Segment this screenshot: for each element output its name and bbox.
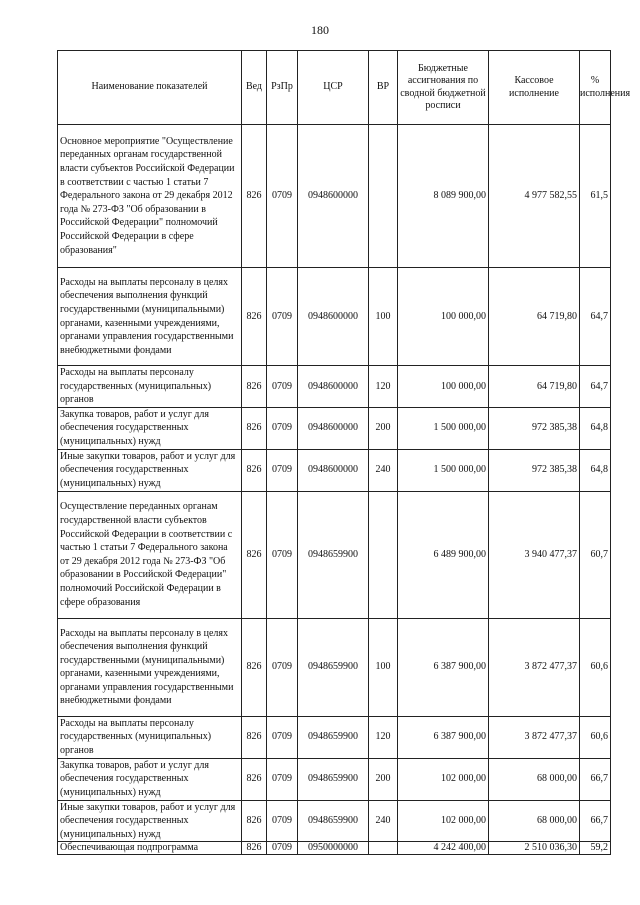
- row-vr: 120: [369, 366, 398, 408]
- row-rzpr: 0709: [267, 125, 298, 268]
- row-percent: 66,7: [580, 800, 611, 842]
- row-budget: 1 500 000,00: [398, 449, 489, 491]
- row-cash: 972 385,38: [489, 407, 580, 449]
- row-vr: 200: [369, 758, 398, 800]
- row-vr: 200: [369, 407, 398, 449]
- row-ved: 826: [242, 366, 267, 408]
- row-ved: 826: [242, 268, 267, 366]
- row-cash: 68 000,00: [489, 800, 580, 842]
- row-csr: 0948659900: [298, 800, 369, 842]
- row-csr: 0948600000: [298, 407, 369, 449]
- row-cash: 3 940 477,37: [489, 491, 580, 618]
- table-row: [58, 268, 611, 366]
- header-vr: ВР: [369, 51, 398, 125]
- row-budget: 102 000,00: [398, 800, 489, 842]
- row-ved: 826: [242, 407, 267, 449]
- page-number: 180: [311, 23, 329, 37]
- table-row: [58, 407, 611, 449]
- row-vr: 100: [369, 268, 398, 366]
- row-percent: 59,2: [580, 842, 611, 855]
- row-cash: 4 977 582,55: [489, 125, 580, 268]
- row-vr: 100: [369, 618, 398, 716]
- row-name: Расходы на выплаты персоналу государственных (муниципальных) органов: [58, 716, 242, 758]
- table-row: [58, 366, 611, 408]
- row-name: Обеспечивающая подпрограмма: [58, 842, 242, 855]
- row-csr: 0948600000: [298, 268, 369, 366]
- row-csr: 0948600000: [298, 449, 369, 491]
- row-ved: 826: [242, 800, 267, 842]
- row-csr: 0948659900: [298, 491, 369, 618]
- table-row: [58, 758, 611, 800]
- row-percent: 60,6: [580, 618, 611, 716]
- header-cash: Кассовое исполнение: [489, 51, 580, 125]
- header-csr: ЦСР: [298, 51, 369, 125]
- table-row: [58, 618, 611, 716]
- row-name: Расходы на выплаты персоналу в целях обеспечения выполнения функций государственными (муниципальными) органами, казенными учреждениями, органами управления государственными внебюджетными фондами: [58, 618, 242, 716]
- row-vr: 240: [369, 449, 398, 491]
- header-percent: % исполнения: [580, 51, 611, 125]
- row-name: Иные закупки товаров, работ и услуг для обеспечения государственных (муниципальных) нужд: [58, 800, 242, 842]
- row-percent: 61,5: [580, 125, 611, 268]
- budget-execution-table: [57, 50, 631, 855]
- row-name: Осуществление переданных органам государственной власти субъектов Российской Федерации в соответствии с частью 1 статьи 7 Федерального закона от 29 декабря 2012 года № 273-ФЗ "Об образовании в Российской Федерации" полномочий Российской Федерации в сфере образования: [58, 491, 242, 618]
- header-name: Наименование показателей: [58, 51, 242, 125]
- row-ved: 826: [242, 449, 267, 491]
- row-budget: 6 489 900,00: [398, 491, 489, 618]
- row-cash: 64 719,80: [489, 268, 580, 366]
- row-ved: 826: [242, 758, 267, 800]
- row-ved: 826: [242, 618, 267, 716]
- row-csr: 0948659900: [298, 758, 369, 800]
- row-vr: 240: [369, 800, 398, 842]
- row-budget: 100 000,00: [398, 268, 489, 366]
- table-row: [58, 491, 611, 618]
- row-name: Закупка товаров, работ и услуг для обеспечения государственных (муниципальных) нужд: [58, 758, 242, 800]
- row-name: Расходы на выплаты персоналу государственных (муниципальных) органов: [58, 366, 242, 408]
- row-percent: 64,8: [580, 449, 611, 491]
- row-ved: 826: [242, 842, 267, 855]
- row-name: Расходы на выплаты персоналу в целях обеспечения выполнения функций государственными (муниципальными) органами, казенными учреждениями, органами управления государственными внебюджетными фондами: [58, 268, 242, 366]
- row-csr: 0948600000: [298, 125, 369, 268]
- row-ved: 826: [242, 716, 267, 758]
- table-row: [58, 449, 611, 491]
- table-header-row: [58, 51, 611, 125]
- header-ved: Вед: [242, 51, 267, 125]
- row-rzpr: 0709: [267, 758, 298, 800]
- row-percent: 64,7: [580, 268, 611, 366]
- row-vr: [369, 125, 398, 268]
- row-name: Основное мероприятие "Осуществление переданных органам государственной власти субъектов Российской Федерации в соответствии с частью 1 статьи 7 Федерального закона от 29 декабря 2012 года № 273-ФЗ "Об образовании в Российской Федерации" полномочий Российской Федерации в сфере образования": [58, 125, 242, 268]
- row-cash: 64 719,80: [489, 366, 580, 408]
- header-budget: Бюджетные ассигнования по сводной бюджетной росписи: [398, 51, 489, 125]
- row-vr: 120: [369, 716, 398, 758]
- row-rzpr: 0709: [267, 800, 298, 842]
- header-rzpr: РзПр: [267, 51, 298, 125]
- row-rzpr: 0709: [267, 842, 298, 855]
- row-budget: 1 500 000,00: [398, 407, 489, 449]
- row-percent: 60,6: [580, 716, 611, 758]
- row-budget: 100 000,00: [398, 366, 489, 408]
- row-rzpr: 0709: [267, 407, 298, 449]
- row-budget: 102 000,00: [398, 758, 489, 800]
- row-cash: 3 872 477,37: [489, 618, 580, 716]
- table-row: [58, 716, 611, 758]
- row-csr: 0948659900: [298, 716, 369, 758]
- row-cash: 3 872 477,37: [489, 716, 580, 758]
- row-rzpr: 0709: [267, 716, 298, 758]
- row-budget: 6 387 900,00: [398, 716, 489, 758]
- row-ved: 826: [242, 125, 267, 268]
- row-cash: 972 385,38: [489, 449, 580, 491]
- row-name: Иные закупки товаров, работ и услуг для обеспечения государственных (муниципальных) нужд: [58, 449, 242, 491]
- row-percent: 64,8: [580, 407, 611, 449]
- table-row: [58, 125, 611, 268]
- row-percent: 64,7: [580, 366, 611, 408]
- table-row: [58, 842, 611, 855]
- row-csr: 0950000000: [298, 842, 369, 855]
- row-cash: 68 000,00: [489, 758, 580, 800]
- row-rzpr: 0709: [267, 491, 298, 618]
- row-csr: 0948659900: [298, 618, 369, 716]
- row-percent: 60,7: [580, 491, 611, 618]
- row-csr: 0948600000: [298, 366, 369, 408]
- row-cash: 2 510 036,30: [489, 842, 580, 855]
- row-rzpr: 0709: [267, 366, 298, 408]
- row-budget: 4 242 400,00: [398, 842, 489, 855]
- row-rzpr: 0709: [267, 618, 298, 716]
- row-ved: 826: [242, 491, 267, 618]
- row-name: Закупка товаров, работ и услуг для обеспечения государственных (муниципальных) нужд: [58, 407, 242, 449]
- row-rzpr: 0709: [267, 449, 298, 491]
- row-rzpr: 0709: [267, 268, 298, 366]
- row-vr: [369, 842, 398, 855]
- table-row: [58, 800, 611, 842]
- row-budget: 8 089 900,00: [398, 125, 489, 268]
- row-vr: [369, 491, 398, 618]
- row-percent: 66,7: [580, 758, 611, 800]
- row-budget: 6 387 900,00: [398, 618, 489, 716]
